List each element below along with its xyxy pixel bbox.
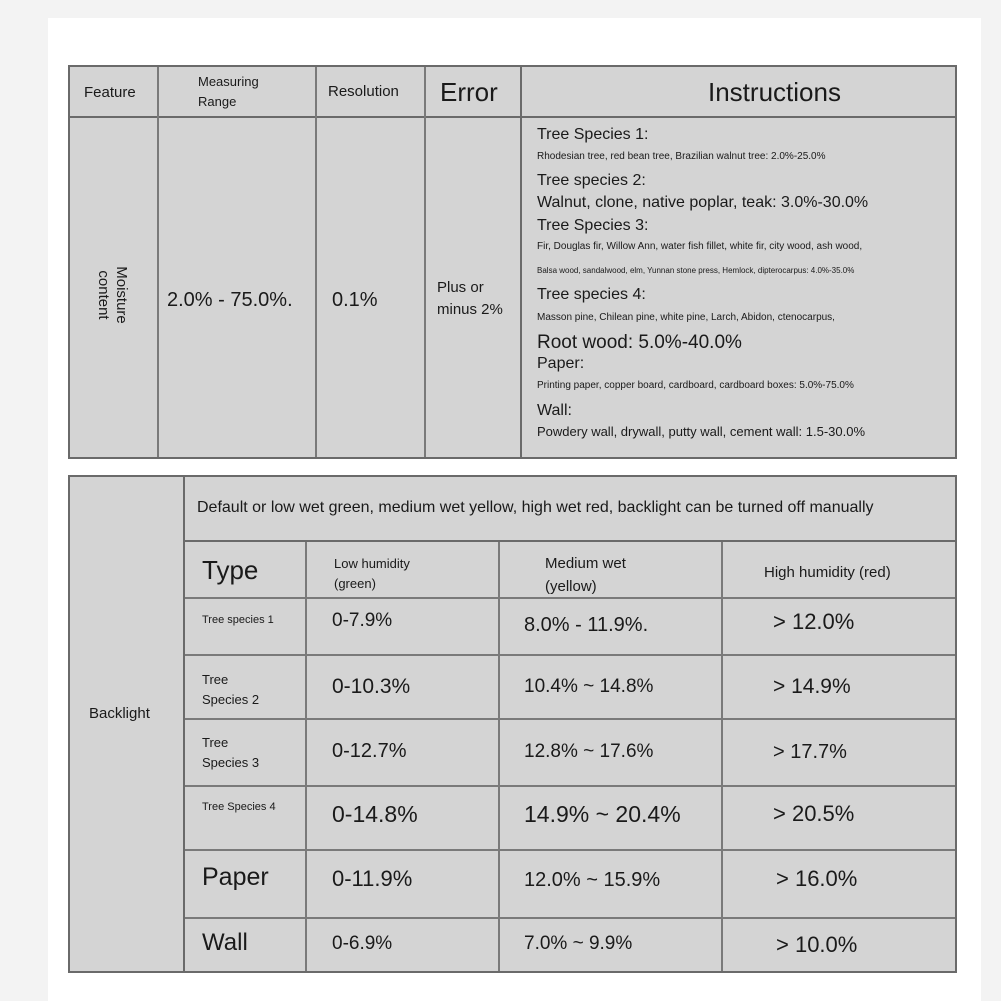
row-type: Paper bbox=[202, 863, 269, 891]
specs-table bbox=[68, 65, 957, 459]
row-type: Wall bbox=[202, 929, 248, 956]
row-low: 0-12.7% bbox=[332, 740, 407, 762]
row-high: > 12.0% bbox=[773, 609, 855, 634]
instr-tree-species-3-text-1: Fir, Douglas fir, Willow Ann, water fish fillet, white fir, city wood, ash wood, bbox=[537, 241, 863, 252]
instr-tree-species-3-title: Tree Species 3: bbox=[537, 217, 649, 234]
instr-root-wood: Root wood: 5.0%-40.0% bbox=[537, 332, 742, 353]
resolution-value: 0.1% bbox=[332, 289, 378, 311]
row-low: 0-14.8% bbox=[332, 801, 418, 827]
row-type: Tree Species 4 bbox=[202, 801, 276, 813]
row-medium: 7.0% ~ 9.9% bbox=[524, 933, 633, 954]
header-high-humidity: High humidity (red) bbox=[764, 564, 891, 581]
backlight-label: Backlight bbox=[89, 705, 150, 722]
row-medium: 12.0% ~ 15.9% bbox=[524, 869, 661, 891]
row-type: Tree Species 2 bbox=[202, 672, 260, 707]
backlight-note: Default or low wet green, medium wet yellow, high wet red, backlight can be turned off manually bbox=[197, 499, 874, 516]
row-type: Tree species 1 bbox=[202, 614, 274, 626]
instr-tree-species-2-text: Walnut, clone, native poplar, teak: 3.0%-30.0% bbox=[537, 194, 869, 211]
row-low: 0-6.9% bbox=[332, 933, 393, 954]
instr-tree-species-4-title: Tree species 4: bbox=[537, 286, 646, 303]
instr-paper-text: Printing paper, copper board, cardboard, cardboard boxes: 5.0%-75.0% bbox=[537, 380, 854, 391]
header-resolution: Resolution bbox=[328, 83, 399, 100]
header-error: Error bbox=[440, 77, 498, 107]
header-low-humidity: Low humidity (green) bbox=[334, 556, 410, 591]
instr-tree-species-2-title: Tree species 2: bbox=[537, 172, 646, 189]
instr-wall-text: Powdery wall, drywall, putty wall, cement wall: 1.5-30.0% bbox=[537, 424, 866, 439]
row-high: > 14.9% bbox=[773, 675, 851, 698]
header-feature: Feature bbox=[84, 84, 136, 101]
error-value: Plus or minus 2% bbox=[437, 279, 503, 318]
instr-tree-species-1-title: Tree Species 1: bbox=[537, 126, 649, 143]
row-type: Tree Species 3 bbox=[202, 735, 260, 770]
row-medium: 14.9% ~ 20.4% bbox=[524, 801, 681, 827]
row-high: > 10.0% bbox=[776, 932, 858, 957]
row-high: > 17.7% bbox=[773, 741, 847, 763]
instr-tree-species-3-text-2: Balsa wood, sandalwood, elm, Yunnan stone press, Hemlock, dipterocarpus: 4.0%-35.0% bbox=[537, 266, 855, 275]
header-measuring-range: Measuring Range bbox=[198, 74, 259, 109]
row-high: > 16.0% bbox=[776, 866, 858, 891]
instr-tree-species-4-text: Masson pine, Chilean pine, white pine, Larch, Abidon, ctenocarpus, bbox=[537, 312, 835, 323]
instr-tree-species-1-text: Rhodesian tree, red bean tree, Brazilian walnut tree: 2.0%-25.0% bbox=[537, 151, 826, 162]
row-medium: 12.8% ~ 17.6% bbox=[524, 741, 654, 762]
backlight-table bbox=[68, 475, 957, 973]
instr-paper-title: Paper: bbox=[537, 355, 585, 372]
row-low: 0-11.9% bbox=[332, 866, 413, 891]
row-low: 0-7.9% bbox=[332, 610, 393, 631]
feature-moisture-content: Moisture content bbox=[95, 266, 130, 324]
header-instructions: Instructions bbox=[708, 77, 841, 107]
header-medium-wet: Medium wet (yellow) bbox=[545, 555, 626, 595]
row-low: 0-10.3% bbox=[332, 675, 411, 698]
row-medium: 8.0% - 11.9%. bbox=[524, 614, 649, 636]
measuring-range-value: 2.0% - 75.0%. bbox=[167, 289, 293, 311]
header-type: Type bbox=[202, 555, 259, 585]
row-high: > 20.5% bbox=[773, 801, 855, 826]
row-medium: 10.4% ~ 14.8% bbox=[524, 676, 654, 697]
instr-wall-title: Wall: bbox=[537, 402, 572, 419]
